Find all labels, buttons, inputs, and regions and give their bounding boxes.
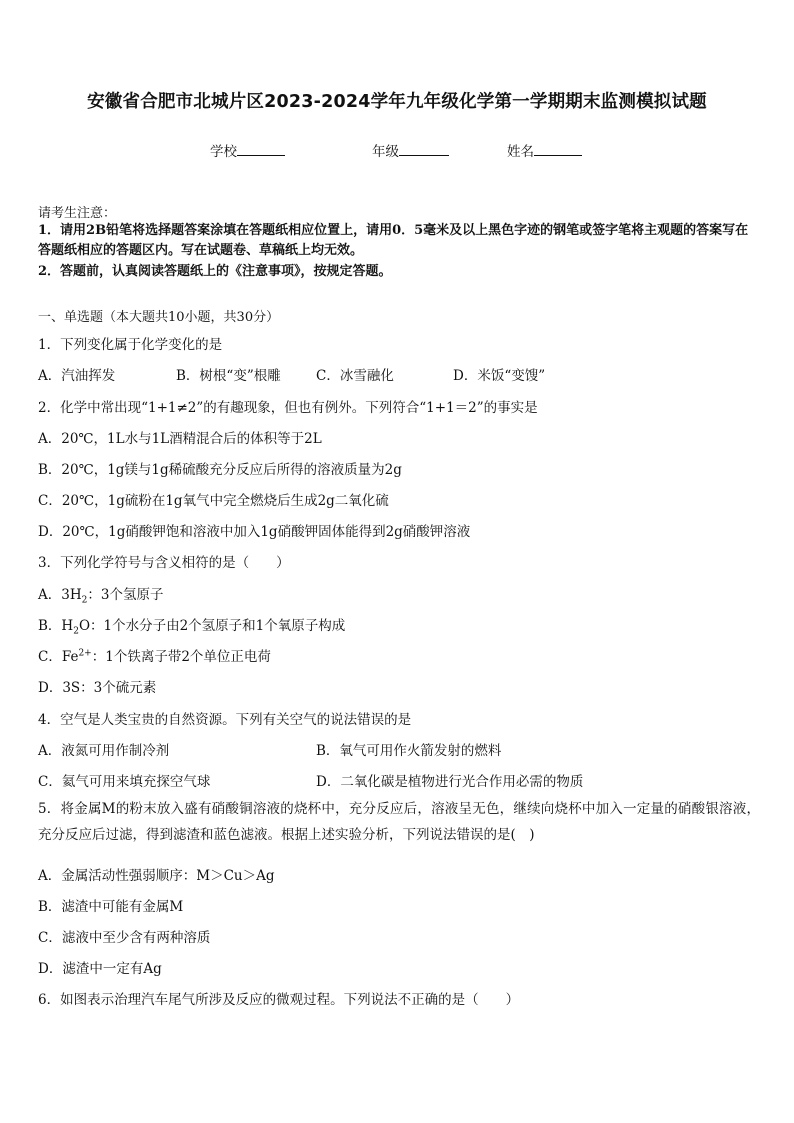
notice-item-2: 2．答题前，认真阅读答题纸上的《注意事项》，按规定答题。 — [38, 264, 392, 279]
section-heading: 一、单选题（本大题共10小题，共30分） — [38, 310, 280, 325]
q1-stem: 1．下列变化属于化学变化的是 — [38, 337, 223, 353]
q2-option-d: D．20℃，1g硝酸钾饱和溶液中加入1g硝酸钾固体能得到2g硝酸钾溶液 — [38, 524, 471, 540]
q6-stem: 6．如图表示治理汽车尾气所涉及反应的微观过程。下列说法不正确的是（ ） — [38, 992, 520, 1008]
q2-option-b: B．20℃，1g镁与1g稀硫酸充分反应后所得的溶液质量为2g — [38, 462, 402, 478]
q1-option-c: C．冰雪融化 — [316, 368, 394, 384]
q5-option-c: C．滤液中至少含有两种溶质 — [38, 930, 211, 946]
name-field — [507, 140, 582, 160]
q5-stem: 5．将金属M的粉末放入盛有硝酸铜溶液的烧杯中，充分反应后，溶液呈无色，继续向烧杯中加入一定量的硝酸银溶液，充分反应后过滤，得到滤渣和蓝色滤液。根据上述实验分析，下列说法错误的是( ) — [38, 801, 760, 843]
q5-option-b: B．滤渣中可能有金属M — [38, 899, 184, 915]
notice-title: 请考生注意： — [38, 206, 117, 221]
school-field — [210, 140, 285, 160]
name-label: 姓名 — [507, 144, 534, 160]
school-label: 学校 — [210, 144, 237, 160]
q2-option-c: C．20℃，1g硫粉在1g氧气中完全燃烧后生成2g二氧化硫 — [38, 493, 389, 509]
q4-stem: 4．空气是人类宝贵的自然资源。下列有关空气的说法错误的是 — [38, 712, 412, 728]
q3-option-c: C．$Fe^{2+}$：1个铁离子带2个单位正电荷 — [38, 648, 271, 665]
q4-option-a: A．液氮可用作制冷剂 — [38, 743, 170, 759]
q4-option-c: C．氦气可用来填充探空气球 — [38, 774, 211, 790]
q3-option-b: B．$H_2O$：1个水分子由2个氢原子和1个氧原子构成 — [38, 618, 346, 637]
grade-blank — [399, 141, 449, 156]
name-blank — [534, 141, 582, 156]
q2-stem: 2．化学中常出现“1+1≠2”的有趣现象，但也有例外。下列符合“1+1＝2”的事实是 — [38, 400, 538, 416]
q4-option-d: D．二氧化碳是植物进行光合作用必需的物质 — [316, 774, 584, 790]
q1-option-b: B．树根“变”根雕 — [176, 368, 281, 384]
q3-option-a: A．$3H_2$：3个氢原子 — [38, 587, 164, 606]
q1-option-a: A．汽油挥发 — [38, 368, 116, 384]
q4-option-b: B．氧气可用作火箭发射的燃料 — [316, 743, 502, 759]
q2-option-a: A．20℃，1L水与1L酒精混合后的体积等于2L — [38, 431, 322, 447]
q3-option-d: D．3S：3个硫元素 — [38, 680, 157, 696]
q1-option-d: D．米饭“变馊” — [453, 368, 546, 384]
grade-field — [372, 140, 449, 160]
school-blank — [237, 141, 285, 156]
q5-option-a: A．金属活动性强弱顺序：M＞Cu＞Ag — [38, 868, 275, 884]
page-title: 安徽省合肥市北城片区2023-2024学年九年级化学第一学期期末监测模拟试题 — [87, 92, 707, 112]
notice-item-1: 1．请用2B铅笔将选择题答案涂填在答题纸相应位置上，请用0．5毫米及以上黑色字迹的钢笔或签字笔将主观题的答案写在答题纸相应的答题区内。写在试题卷、草稿纸上均无效。 — [38, 223, 749, 258]
grade-label: 年级 — [372, 144, 399, 160]
q5-option-d: D．滤渣中一定有Ag — [38, 961, 162, 977]
q3-stem: 3．下列化学符号与含义相符的是（ ） — [38, 555, 290, 571]
